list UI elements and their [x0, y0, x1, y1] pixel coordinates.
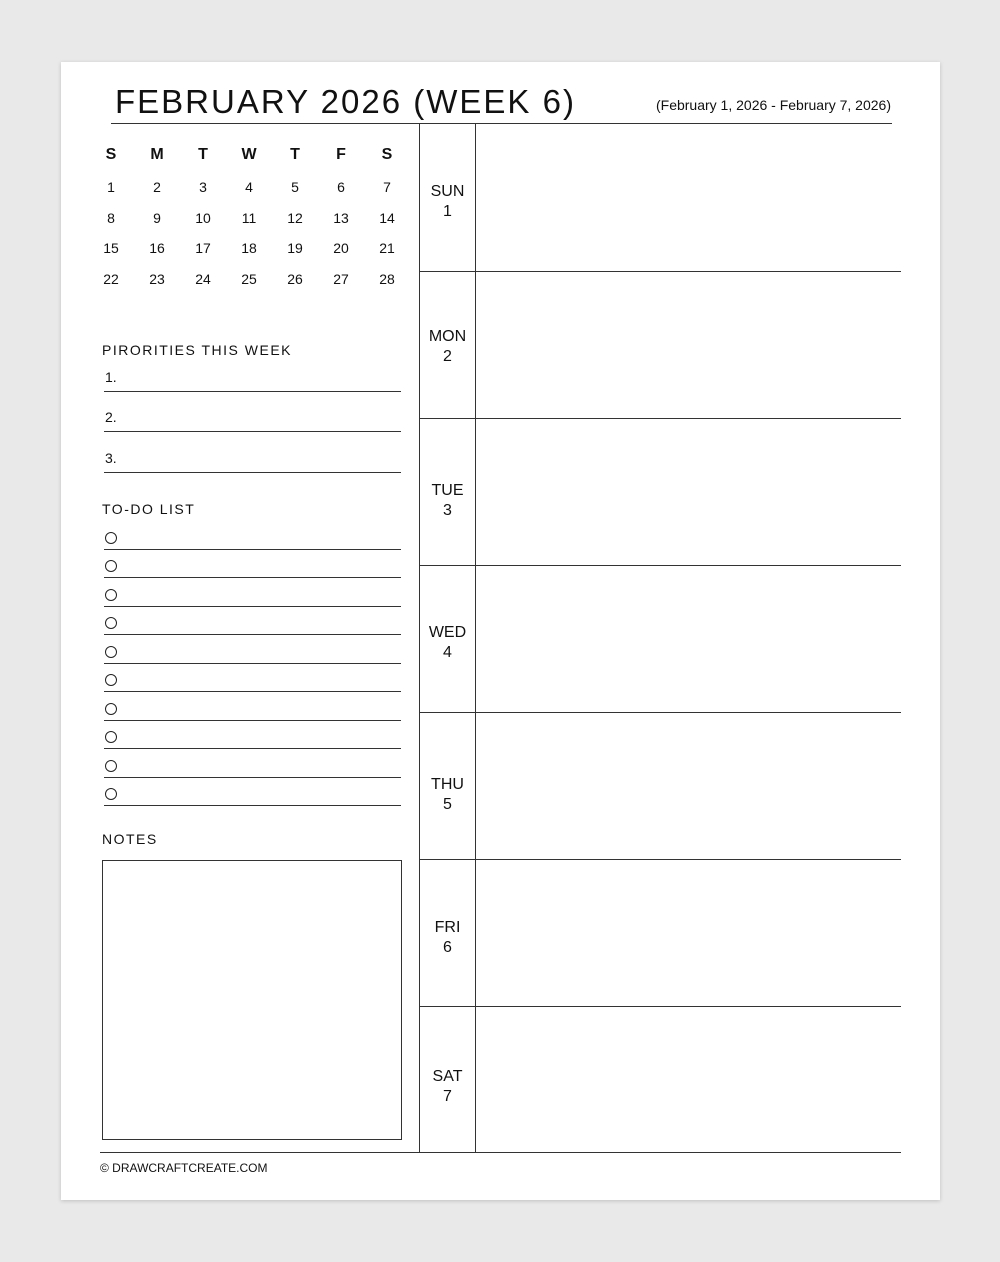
calendar-day: 11	[241, 209, 257, 226]
checkbox-circle-icon[interactable]	[105, 788, 117, 800]
notes-heading: NOTES	[102, 831, 158, 847]
day-label-fri	[420, 918, 475, 958]
priority-number: 3.	[105, 450, 117, 466]
day-name: FRI	[434, 919, 461, 936]
priority-line[interactable]	[104, 367, 401, 392]
calendar-day: 8	[107, 209, 115, 226]
day-date: 5	[443, 796, 452, 813]
todo-item[interactable]	[104, 757, 401, 778]
calendar-week-row	[88, 264, 410, 295]
weekday-label: S	[381, 146, 393, 163]
day-name: SUN	[430, 183, 465, 200]
priority-number: 2.	[105, 409, 117, 425]
todo-item[interactable]	[104, 529, 401, 550]
day-name: WED	[428, 624, 467, 641]
day-date: 4	[443, 644, 452, 661]
calendar-day: 7	[383, 179, 391, 196]
priorities-heading: PIRORITIES THIS WEEK	[102, 342, 292, 358]
day-label-wed	[420, 623, 475, 663]
day-entry-area[interactable]	[476, 713, 900, 859]
calendar-weekday-row	[88, 138, 410, 172]
todo-item[interactable]	[104, 700, 401, 721]
todo-item[interactable]	[104, 643, 401, 664]
checkbox-circle-icon[interactable]	[105, 617, 117, 629]
calendar-day: 19	[287, 240, 303, 257]
calendar-day: 22	[103, 271, 119, 288]
calendar-day: 4	[245, 179, 253, 196]
weekday-label: F	[336, 146, 346, 163]
day-name: MON	[428, 328, 467, 345]
calendar-day: 3	[199, 179, 207, 196]
day-label-tue	[420, 481, 475, 521]
calendar-day: 25	[241, 271, 257, 288]
todo-item[interactable]	[104, 557, 401, 578]
checkbox-circle-icon[interactable]	[105, 646, 117, 658]
copyright-footer: © DRAWCRAFTCREATE.COM	[100, 1161, 268, 1175]
calendar-day: 17	[195, 240, 211, 257]
checkbox-circle-icon[interactable]	[105, 674, 117, 686]
day-date: 2	[443, 348, 452, 365]
day-label-mon	[420, 327, 475, 367]
checkbox-circle-icon[interactable]	[105, 589, 117, 601]
todo-heading: TO-DO LIST	[102, 501, 196, 517]
day-entry-area[interactable]	[476, 566, 900, 712]
day-date: 3	[443, 502, 452, 519]
day-entry-area[interactable]	[476, 419, 900, 565]
date-range: (February 1, 2026 - February 7, 2026)	[655, 97, 891, 113]
todo-item[interactable]	[104, 586, 401, 607]
calendar-day: 12	[287, 209, 303, 226]
checkbox-circle-icon[interactable]	[105, 532, 117, 544]
calendar-week-row	[88, 203, 410, 234]
mini-calendar	[88, 138, 410, 294]
day-label-thu	[420, 775, 475, 815]
priority-line[interactable]	[104, 407, 401, 432]
todo-item[interactable]	[104, 614, 401, 635]
calendar-day: 24	[195, 271, 211, 288]
calendar-day: 10	[195, 209, 211, 226]
calendar-day: 26	[287, 271, 303, 288]
notes-box[interactable]	[102, 860, 402, 1140]
weekday-label: W	[241, 146, 257, 163]
page-title: FEBRUARY 2026 (WEEK 6)	[115, 83, 576, 120]
calendar-day: 2	[153, 179, 161, 196]
calendar-day: 28	[379, 271, 395, 288]
todo-item[interactable]	[104, 671, 401, 692]
todo-item[interactable]	[104, 785, 401, 806]
day-date: 1	[443, 203, 452, 220]
calendar-week-row	[88, 172, 410, 203]
day-name: SAT	[432, 1068, 463, 1085]
todo-item[interactable]	[104, 728, 401, 749]
calendar-day: 9	[153, 209, 161, 226]
day-entry-area[interactable]	[476, 272, 900, 418]
priority-line[interactable]	[104, 448, 401, 473]
weekday-label: M	[150, 146, 164, 163]
calendar-day: 27	[333, 271, 349, 288]
bottom-rule	[100, 1152, 901, 1153]
calendar-day: 14	[379, 209, 395, 226]
weekday-label: S	[105, 146, 117, 163]
calendar-day: 6	[337, 179, 345, 196]
calendar-day: 16	[149, 240, 165, 257]
day-entry-area[interactable]	[476, 860, 900, 1006]
checkbox-circle-icon[interactable]	[105, 703, 117, 715]
calendar-day: 5	[291, 179, 299, 196]
day-name: THU	[431, 776, 464, 793]
weekday-label: T	[198, 146, 208, 163]
calendar-day: 20	[333, 240, 349, 257]
calendar-day: 21	[379, 240, 395, 257]
day-date: 7	[443, 1088, 452, 1105]
day-entry-area[interactable]	[476, 1007, 900, 1152]
day-label-sat	[420, 1067, 475, 1107]
calendar-day: 1	[107, 179, 115, 196]
calendar-day: 15	[103, 240, 119, 257]
checkbox-circle-icon[interactable]	[105, 760, 117, 772]
checkbox-circle-icon[interactable]	[105, 560, 117, 572]
day-name: TUE	[431, 482, 464, 499]
priority-number: 1.	[105, 369, 117, 385]
calendar-day: 18	[241, 240, 257, 257]
day-date: 6	[443, 939, 452, 956]
weekday-label: T	[290, 146, 300, 163]
calendar-week-row	[88, 233, 410, 264]
calendar-day: 13	[333, 209, 349, 226]
day-entry-area[interactable]	[476, 124, 900, 271]
day-label-sun	[420, 182, 475, 222]
checkbox-circle-icon[interactable]	[105, 731, 117, 743]
calendar-day: 23	[149, 271, 165, 288]
